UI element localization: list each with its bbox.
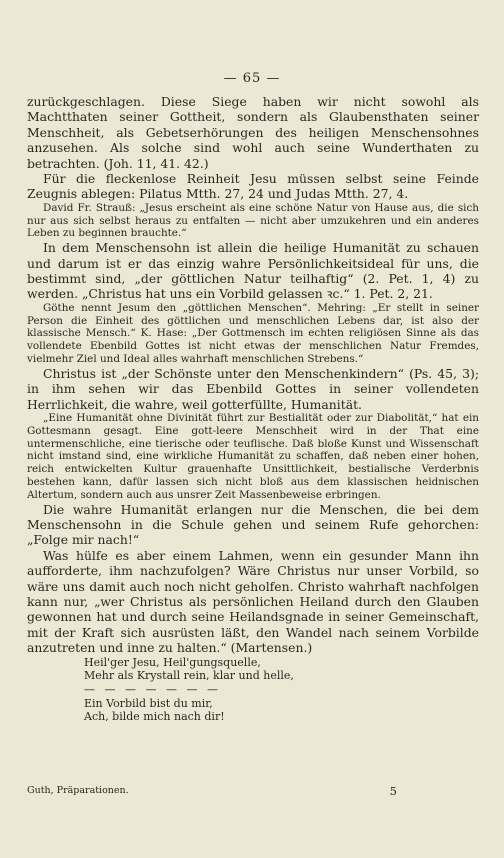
verse-separator: — — — — — — — (84, 682, 221, 696)
signature-mark: 5 (389, 784, 397, 798)
quote-goethe-mehring-hase: Göthe nennt Jesum den „göttlichen Menschen“. Mehring: „Er stellt in seiner Person die Einheit des göttlichen und menschlichen Lebens dar, ist also der klassische Mensch.“ K. Hase: „Der Gottmensch im echten religiösen Sinne als das vollendete Ebenbild Gottes ist nicht etwas der menschlichen Natur Fremdes, vielmehr Ziel und Ideal alles wahrhaft menschlichen Strebens.“ (27, 301, 479, 366)
verse-line: Heil'ger Jesu, Heil'gungsquelle, (84, 655, 261, 669)
paragraph-3: In dem Menschensohn ist allein die heilige Humanität zu schauen und darum ist er das einzig wahre Persönlichkeitsideal für uns, die bestimmt sind, „der göttlichen Natur teilhaftig“ (2. Pet. 1, 4) zu werden. „Christus hat uns ein Vorbild gelassen ꝛc.“ 1. Pet. 2, 21. (27, 240, 479, 302)
quote-strauss: David Fr. Strauß: „Jesus erscheint als eine schöne Natur von Hause aus, die sich nur aus sich selbst heraus zu entfalten — nicht aber umzukehren und ein anderes Leben zu beginnen brauchte.“ (27, 201, 479, 240)
verse-line: Mehr als Krystall rein, klar und helle, (84, 669, 294, 683)
hymn-verse-2 (27, 697, 479, 724)
paragraph-5: Die wahre Humanität erlangen nur die Menschen, die bei dem Menschensohn in die Schule gehen und seinem Rufe gehorchen: „Folge mir nach!“ (27, 501, 479, 548)
paragraph-4: Christus ist „der Schönste unter den Menschenkindern“ (Ps. 45, 3); in ihm sehen wir das Ebenbild Gottes in seiner vollendeten Herrlichkeit, die wahre, weil gotterfüllte, Humanität. (27, 365, 479, 412)
hymn-verse-1 (27, 656, 479, 683)
footer-source: Guth, Präparationen. (27, 785, 129, 796)
page-body (27, 94, 479, 723)
paragraph-2: Für die fleckenlose Reinheit Jesu müssen selbst seine Feinde Zeugnis ablegen: Pilatus Mtth. 27, 24 und Judas Mtth. 27, 4. (27, 171, 479, 202)
verse-line: Ach, bilde mich nach dir! (84, 709, 225, 723)
page-number: — 65 — (223, 71, 281, 86)
quote-humanitaet: „Eine Humanität ohne Divinität führt zur Bestialität oder zur Diabolität,“ hat ein Gottesmann gesagt. Eine gott-leere Menschheit wird in der That eine untermenschliche, eine tierische oder teuflische. Daß bloße Kunst und Wissenschaft nicht imstand sind, eine wirkliche Humanität zu schaffen, daß neben einer hohen, reich entwickelten Kultur grauenhafte Unsittlichkeit, bestialische Verderbnis bestehen kann, dafür lassen sich nicht bloß aus dem klassischen heidnischen Altertum, sondern auch aus unsrer Zeit Massenbeweise erbringen. (27, 412, 479, 501)
verse-line: Ein Vorbild bist du mir, (84, 696, 213, 710)
paragraph-1: zurückgeschlagen. Diese Siege haben wir nicht sowohl als Machtthaten seiner Gottheit, sondern als Glaubensthaten seiner Menschheit, als Gebetserhörungen des heiligen Menschensohnes anzusehen. Als solche sind wohl auch seine Wunderthaten zu betrachten. (Joh. 11, 41. 42.) (27, 94, 479, 171)
page-footer (27, 785, 479, 796)
paragraph-6: Was hülfe es aber einem Lahmen, wenn ein gesunder Mann ihn aufforderte, ihm nachzufolgen? Wäre Christus nur unser Vorbild, so wäre uns damit auch noch nicht geholfen. Christo wahrhaft nachfolgen kann nur, „wer Christus als persönlichen Heiland durch den Glauben gewonnen hat und durch seine Heilandsgnade in seiner Gemeinschaft, mit der Kraft sich ausrüsten läßt, den Wandel nach seinem Vorbilde anzutreten und inne zu halten.“ (Martensen.) (27, 547, 479, 656)
